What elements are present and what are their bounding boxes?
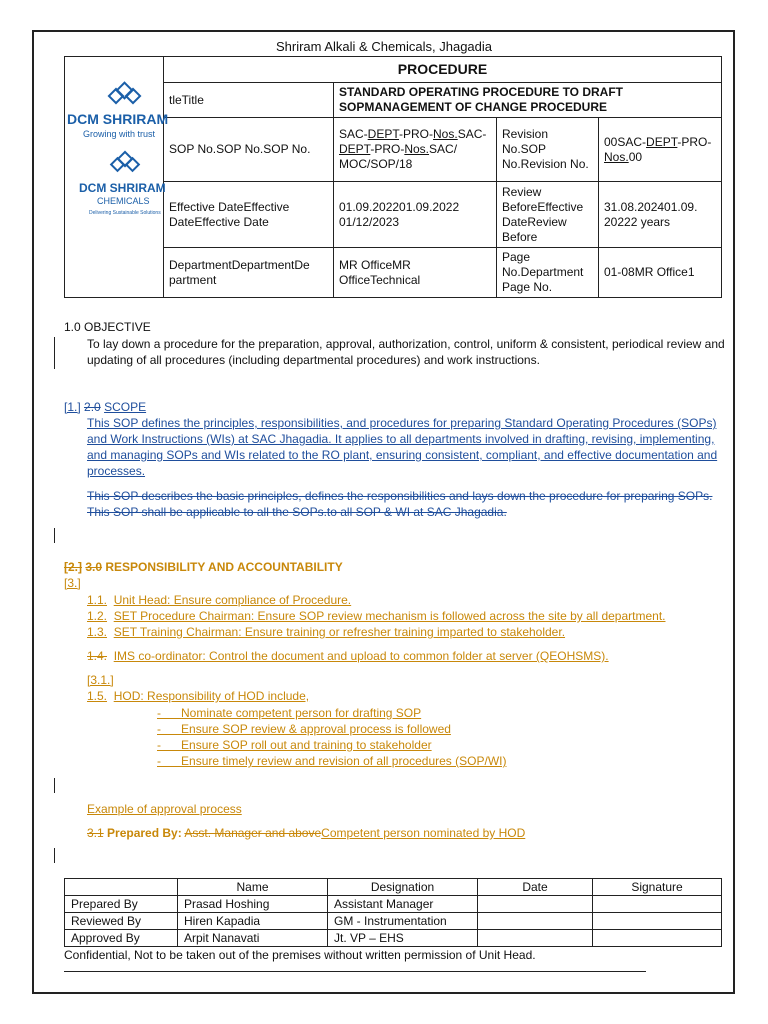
review-before-label: Review BeforeEffective DateReview Before [497,182,599,248]
table-row [65,896,722,913]
signoff-name: Prasad Hoshing [178,896,328,913]
signoff-role: Prepared By [65,896,178,913]
title-label: tleTitle [164,83,334,118]
scope-paragraph: This SOP defines the principles, responsibilities, and procedures for preparing Standard Operating Procedures (SOPs) and Work Instructions (WIs) at SAC Jhagadia. It applies to all departments involved in drafting, revising, implementing, and managing SOPs and WIs related to the RO plant, ensuring consistent, compliant, and effective documentation and processes. [87,416,718,478]
signoff-header-cell: Designation [328,879,478,896]
change-bar [54,528,55,543]
dcm-shriram-logos [65,57,173,257]
signoff-role: Reviewed By [65,913,178,930]
signoff-header-row [65,879,722,896]
signoff-signature [593,930,722,947]
logo-diamond-icon [109,83,140,103]
signoff-table [64,878,722,947]
signoff-designation: GM - Instrumentation [328,913,478,930]
signoff-designation: Assistant Manager [328,896,478,913]
signoff-role: Approved By [65,930,178,947]
document-header-table [64,56,722,298]
hod-bullet-3: - Ensure SOP roll out and training to stakeholder [157,738,432,752]
resp-item-4: 1.4. IMS co-ordinator: Control the document and upload to common folder at server (QEOHSMS). [87,649,609,663]
footer-rule [64,971,646,972]
responsibility-subnum: [3.] [64,576,81,590]
logo-diamond-icon-2 [111,152,139,171]
department-value: MR OfficeMR OfficeTechnical [334,248,497,298]
scope-heading: [1.] 2.0 SCOPE [64,400,147,414]
signoff-signature [593,913,722,930]
prepared-by-line: 3.1 Prepared By: Asst. Manager and aboveCompetent person nominated by HOD [87,826,526,840]
signoff-header-cell [65,879,178,896]
title-value: STANDARD OPERATING PROCEDURE TO DRAFT SOPMANAGEMENT OF CHANGE PROCEDURE [334,83,722,118]
signoff-header-cell: Date [478,879,593,896]
signoff-date [478,930,593,947]
responsibility-heading: [2.] 3.0 RESPONSIBILITY AND ACCOUNTABILITY [64,560,343,574]
hod-bullet-2: - Ensure SOP review & approval process is followed [157,722,451,736]
signoff-name: Arpit Nanavati [178,930,328,947]
signoff-header-cell: Signature [593,879,722,896]
scope-deleted-paragraph: This SOP describes the basic principles, defines the responsibilities and lays down the procedure for preparing SOPs. This SOP shall be applicable to all the SOPs.to all SOP & WI at SAC Jhagadia. [87,489,713,519]
hod-bullet-1: - Nominate competent person for drafting SOP [157,706,422,720]
page-no-value: 01-08MR Office1 [599,248,722,298]
effective-date-value: 01.09.202201.09.2022 01/12/2023 [334,182,497,248]
objective-text: To lay down a procedure for the preparation, approval, authorization, control, uniform & consistent, periodical review and updating of all procedures (including departmental procedures) and work instructions. [87,337,725,367]
logo1-line1: DCM SHRIRAM [67,111,169,127]
resp-item-1: 1.1. Unit Head: Ensure compliance of Procedure. [87,593,352,607]
resp-subnum-2: [3.1.] [87,673,114,687]
logo2-line3: Delivering Sustainable Solutions [89,210,161,216]
company-name: Shriram Alkali & Chemicals, Jhagadia [275,39,493,54]
revision-value: 00SAC-DEPT-PRO-Nos.00 [599,118,722,182]
change-bar [54,778,55,793]
signoff-signature [593,896,722,913]
sop-value: SAC-DEPT-PRO-Nos.SAC-DEPT-PRO-Nos.SAC/ MOC/SOP/18 [334,118,497,182]
logo1-line2: Growing with trust [83,129,156,139]
signoff-date [478,913,593,930]
confidential-notice: Confidential, Not to be taken out of the premises without written permission of Unit Head. [64,948,536,962]
objective-heading: 1.0 OBJECTIVE [64,320,151,334]
resp-item-2: 1.2. SET Procedure Chairman: Ensure SOP review mechanism is followed across the site by all department. [87,609,666,623]
change-bar [54,848,55,863]
review-before-value: 31.08.202401.09. 20222 years [599,182,722,248]
signoff-header-cell: Name [178,879,328,896]
logo2-line1: DCM SHRIRAM [79,181,166,195]
hod-bullet-4: - Ensure timely review and revision of all procedures (SOP/WI) [157,754,507,768]
logo-cell [65,57,169,298]
page-no-label: Page No.Department Page No. [497,248,599,298]
signoff-name: Hiren Kapadia [178,913,328,930]
approval-example: Example of approval process [87,802,242,816]
sop-label: SOP No.SOP No.SOP No. [164,118,334,182]
effective-date-label: Effective DateEffective DateEffective Date [164,182,334,248]
department-label: DepartmentDepartmentDe partment [164,248,334,298]
signoff-date [478,896,593,913]
resp-item-3: 1.3. SET Training Chairman: Ensure training or refresher training imparted to stakeholder. [87,625,566,639]
procedure-heading: PROCEDURE [164,57,722,83]
logo2-line2: CHEMICALS [97,196,150,206]
revision-label: Revision No.SOP No.Revision No. [497,118,599,182]
table-row [65,913,722,930]
resp-item-5: 1.5. HOD: Responsibility of HOD include, [87,689,310,703]
table-row [65,930,722,947]
change-bar [54,337,55,369]
signoff-designation: Jt. VP – EHS [328,930,478,947]
